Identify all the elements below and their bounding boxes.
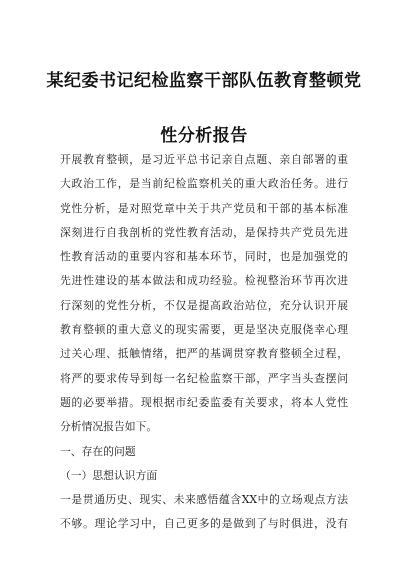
body-line: 不够。理论学习中，自己更多的是做到了与时俱进，没有 — [60, 517, 348, 531]
body-line: 教育整顿的重大意义的现实需要，更是坚决克服侥幸心理 — [60, 323, 348, 337]
body-line: 行深刻的党性分析，不仅是提高政治站位，充分认识开展 — [60, 298, 348, 312]
body-line: 过关心理、抵触情绪，把严的基调贯穿教育整顿全过程， — [60, 347, 348, 361]
document-title-line-2: 性分析报告 — [160, 126, 248, 146]
body-line: 党性分析，是对照党章中关于共产党员和干部的基本标准 — [60, 201, 348, 215]
document-title-line-1: 某纪委书记纪检监察干部队伍教育整顿党 — [46, 71, 362, 91]
section-heading: 一、存在的问题 — [60, 444, 136, 458]
body-line: 开展教育整顿，是习近平总书记亲自点题、亲自部署的重 — [60, 153, 348, 166]
subsection-heading: （一）思想认识方面 — [60, 468, 158, 482]
body-line: 深刻进行自我剖析的党性教育活动，是保持共产党员先进 — [60, 225, 348, 239]
body-line: 将严的要求传导到每一名纪检监察干部，严字当头查摆问 — [60, 371, 348, 385]
body-line: 性教育活动的重要内容和基本环节，同时，也是加强党的 — [60, 250, 348, 264]
body-line: 题的必要举措。现根据市纪委监委有关要求，将本人党性 — [60, 395, 348, 409]
body-line: 先进性建设的基本做法和成功经验。检视整治环节再次进 — [60, 274, 348, 288]
document-body — [60, 148, 348, 537]
body-line: 分析情况报告如下。 — [60, 420, 158, 434]
body-line: 一是贯通历史、现实、未来感悟蕴含XX中的立场观点方法 — [60, 493, 348, 507]
body-line: 大政治工作，是当前纪检监察机关的重大政治任务。进行 — [60, 177, 348, 191]
